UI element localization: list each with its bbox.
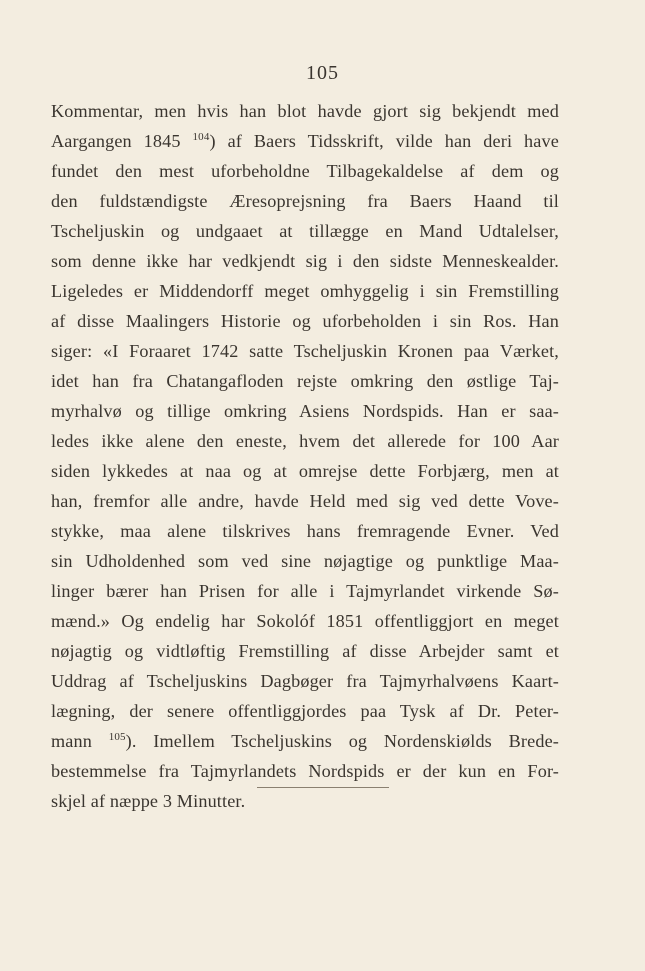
section-divider — [257, 787, 389, 788]
text-line: Ligeledes er Middendorff meget omhyggelig i sin Fremstilling — [51, 281, 559, 301]
text-line: fundet den mest uforbeholdne Tilbagekaldelse af dem og — [51, 161, 559, 181]
text-line: siger: «I Foraaret 1742 satte Tscheljuskin Kronen paa Værket, — [51, 341, 559, 361]
text-line: idet han fra Chatangafloden rejste omkring den østlige Taj- — [51, 371, 559, 391]
text-line: bestemmelse fra Tajmyrlandets Nordspids er der kun en For- — [51, 761, 559, 781]
text-line: mann $^{105}$). Imellem Tscheljuskins og Nordenskiølds Brede- — [51, 731, 559, 751]
text-line: Uddrag af Tscheljuskins Dagbøger fra Tajmyrhalvøens Kaart- — [51, 671, 559, 691]
text-line: stykke, maa alene tilskrives hans fremragende Evner. Ved — [51, 521, 559, 541]
text-line: den fuldstændigste Æresoprejsning fra Baers Haand til — [51, 191, 559, 211]
text-line: han, fremfor alle andre, havde Held med sig ved dette Vove- — [51, 491, 559, 511]
footnote-ref: 105 — [108, 731, 126, 743]
footnote-ref: 104 — [192, 131, 210, 143]
text-line: sin Udholdenhed som ved sine nøjagtige og punktlige Maa- — [51, 551, 559, 571]
page-number: 105 — [306, 62, 339, 84]
text-line: af disse Maalingers Historie og uforbeholden i sin Ros. Han — [51, 311, 559, 331]
text-line: Aargangen 1845 $^{104}$) af Baers Tidsskrift, vilde han deri have — [51, 131, 559, 151]
text-line: linger bærer han Prisen for alle i Tajmyrlandet virkende Sø- — [51, 581, 559, 601]
text-line: Tscheljuskin og undgaaet at tillægge en Mand Udtalelser, — [51, 221, 559, 241]
text-line: myrhalvø og tillige omkring Asiens Nordspids. Han er saa- — [51, 401, 559, 421]
text-line: siden lykkedes at naa og at omrejse dette Forbjærg, men at — [51, 461, 559, 481]
text-line: mænd.» Og endelig har Sokolóf 1851 offentliggjort en meget — [51, 611, 559, 631]
text-line: som denne ikke har vedkjendt sig i den sidste Menneskealder. — [51, 251, 559, 271]
text-line: Kommentar, men hvis han blot havde gjort sig bekjendt med — [51, 101, 559, 121]
text-line: ledes ikke alene den eneste, hvem det allerede for 100 Aar — [51, 431, 559, 451]
text-line: skjel af næppe 3 Minutter. — [51, 791, 246, 811]
text-line: nøjagtig og vidtløftig Fremstilling af disse Arbejder samt et — [51, 641, 559, 661]
text-line: lægning, der senere offentliggjordes paa Tysk af Dr. Peter- — [51, 701, 559, 721]
